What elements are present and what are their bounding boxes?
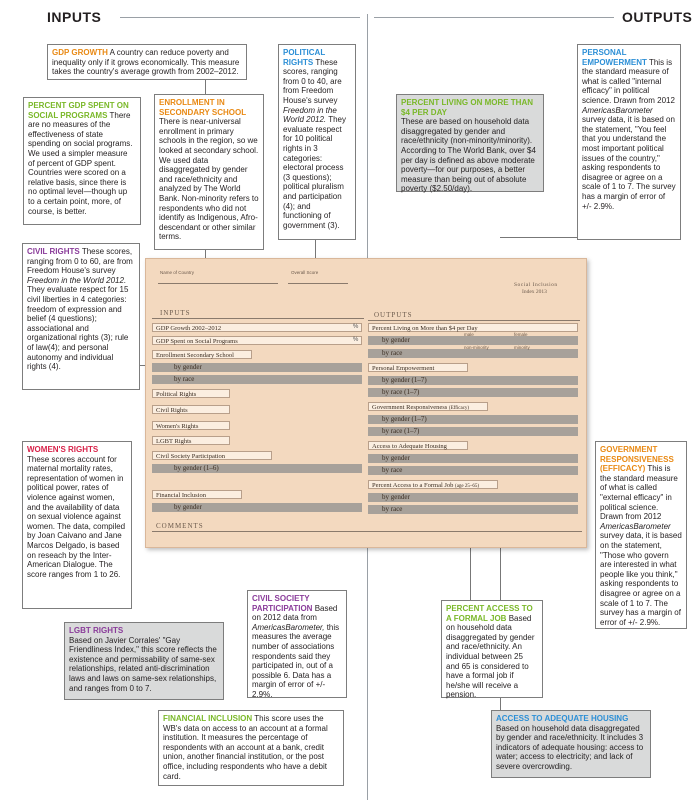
- form-row-formal-job: [368, 480, 498, 489]
- lgbt-rights-title: LGBT RIGHTS: [69, 626, 124, 635]
- form-housing-by-gender: by gender: [382, 454, 410, 462]
- form-row-personal-empowerment: Personal Empowerment: [368, 363, 468, 372]
- form-row-enrollment: Enrollment Secondary School: [152, 350, 252, 359]
- political-rights-title: POLITICAL RIGHTS: [283, 48, 326, 67]
- government-responsiveness-body-italic: AmericasBarometer: [600, 521, 671, 531]
- percent-gdp-social-body: There are no measures of the effectiveness of state spending on social programs. We used a simpler measure of percent of GDP spent. Countries were scored on a relative basis, since there is no optimal level—though up to a certain point, more, of course, is better.: [28, 110, 133, 216]
- form-non-minority-label: non-minority: [464, 345, 489, 350]
- form-row-adequate-housing: Access to Adequate Housing: [368, 441, 468, 450]
- form-row-civil-society: Civil Society Participation: [152, 451, 272, 460]
- living-on-more-title: PERCENT LIVING ON MORE THAN $4 PER DAY: [401, 98, 534, 117]
- form-row-financial-inclusion: Financial Inclusion: [152, 490, 242, 499]
- civil-society-title: CIVIL SOCIETY PARTICIPATION: [252, 594, 313, 613]
- form-outputs-rule: [368, 320, 580, 321]
- form-row-gdp-growth: GDP Growth 2002–2012: [152, 323, 362, 332]
- form-pct-1: %: [353, 324, 359, 330]
- form-row-womens-rights: Women's Rights: [152, 421, 230, 430]
- form-gov-by-gender: by gender (1–7): [382, 415, 427, 423]
- adequate-housing-title: ACCESS TO ADEQUATE HOUSING: [496, 714, 629, 723]
- womens-rights-title: WOMEN'S RIGHTS: [27, 445, 99, 454]
- form-row-lgbt-rights: LGBT Rights: [152, 436, 230, 445]
- gdp-growth-body: A country can reduce poverty and inequality only if it grows economically. This measure takes the country's average growth from 2002–2012.: [52, 48, 240, 77]
- form-comments-label: COMMENTS: [156, 522, 204, 530]
- personal-empowerment-body-a: This is the standard measure of what is called "internal efficacy" in political science. Drawn from 2012: [582, 57, 675, 105]
- form-country-rule: [158, 283, 278, 284]
- government-responsiveness-body-a: This is the standard measure of what is called "external efficacy" in political science. Drawn from 2012: [600, 464, 678, 522]
- lgbt-rights-body: Based on Javier Corrales' "Gay Friendliness Index," this score reflects the existence and permissability of same-sex relationships, related anti-discrimination laws and laws on same-sex relationships, and ranges from 0 to 7.: [69, 635, 217, 693]
- form-name-of-country: Name of Country: [160, 270, 195, 275]
- womens-rights-body: These scores account for maternal mortality rates, representation of women in political power, rates of violence against women, and the availability of data on sexual violence against women. The data, compiled by Joan Caivano and Jane Marcos Delgado, is based on reseach by the Inter-American Dialogue. The score ranges from 1 to 26.: [27, 454, 126, 579]
- political-rights-box: [278, 44, 356, 240]
- form-index-title: Social Inclusion: [514, 282, 558, 288]
- form-civil-society-range: by gender (1–6): [174, 464, 219, 472]
- form-pe-by-race: by race (1–7): [382, 388, 420, 396]
- form-outputs-label: OUTPUTS: [374, 311, 413, 319]
- outputs-header: OUTPUTS: [622, 9, 693, 25]
- form-inputs-label: INPUTS: [160, 309, 191, 317]
- personal-empowerment-body-b: survey data, it is based on the statement, "You feel that you understand the most important political issues of the country," asking respondents to disagree or agree on a scale of 1 to 7. The survey has a margin of error of +/- 2.9%.: [582, 115, 676, 211]
- enrollment-title: ENROLLMENT IN SECONDARY SCHOOL: [159, 98, 247, 117]
- financial-inclusion-title: FINANCIAL INCLUSION: [163, 714, 253, 723]
- political-rights-body-a: These scores, ranging from 0 to 40, are from Freedom House's survey: [283, 57, 342, 105]
- financial-inclusion-body: This score uses the WB's data on access to an account at a formal institution. It measures the percentage of respondents with an account at a bank, credit union, another financial institution, or the post office, including respondents who have a debit card.: [163, 714, 328, 781]
- percent-gdp-social-title: PERCENT GDP SPENT ON SOCIAL PROGRAMS: [28, 101, 129, 120]
- form-female-label: female: [514, 332, 528, 337]
- percent-gdp-social-box: [23, 97, 141, 225]
- inputs-header: INPUTS: [47, 9, 102, 25]
- enrollment-box: [154, 94, 264, 250]
- civil-society-body-b: this measures the average number of associations respondents said they participated in, out of a possible 6. Data has a margin of error of +/- 2.9%.: [252, 622, 340, 699]
- form-living-by-gender: by gender: [382, 336, 410, 344]
- form-pct-2: %: [353, 337, 359, 343]
- civil-society-body-italic: AmericasBarometer,: [252, 622, 325, 632]
- government-responsiveness-title: GOVERNMENT RESPONSIVENESS (EFFICACY): [600, 445, 674, 474]
- form-gov-by-race: by race (1–7): [382, 427, 420, 435]
- civil-rights-body-a: These scores, ranging from 0 to 60, are from Freedom House's survey: [27, 247, 133, 276]
- living-on-more-body: These are based on household data disaggregated by gender and race/ethnicity (non-minority/minority). According to The World Bank, over $4 per day is defined as above moderate poverty—for our purposes, a better measure than being out of absolute poverty ($2.50/day).: [401, 117, 536, 194]
- form-living-by-race: by race: [382, 349, 403, 357]
- connector-personal: [500, 237, 580, 238]
- financial-inclusion-box: [158, 710, 344, 786]
- civil-rights-body-b: They evaluate respect for 15 civil liberties in 4 categories: freedom of expression and belief (4 questions); associational and organizational rights (3); rule of law(4); and personal autonomy and individual rights (4).: [27, 285, 129, 372]
- adequate-housing-box: [491, 710, 651, 778]
- civil-society-body-a: Based on 2012 data from: [252, 603, 338, 623]
- form-enrollment-by-race: by race: [174, 375, 195, 383]
- formal-job-box: [441, 600, 543, 698]
- gdp-growth-box: [47, 44, 247, 80]
- form-government-label: Government Responsiveness: [372, 404, 448, 411]
- personal-empowerment-body-italic: AmericasBarometer: [582, 105, 653, 115]
- form-housing-by-race: by race: [382, 466, 403, 474]
- womens-rights-box: [22, 441, 132, 609]
- political-rights-body-b: They evaluate respect for 10 political rights in 3 categories: electoral process (3 questions); political pluralism and participation (4); and functioning of government (3).: [283, 115, 347, 230]
- form-efficacy-label: (Efficacy): [448, 406, 470, 411]
- government-responsiveness-body-b: survey data, it is based on the statement, "Those who govern are interested in what people like you think," asking respondents to disagree or agree on a scale of 1 to 7. The survey has a margin of error of +/- 2.9%.: [600, 531, 682, 627]
- form-male-label: male: [464, 332, 474, 337]
- political-rights-body-italic: Freedom in the World 2012.: [283, 105, 337, 125]
- form-index-year: Index 2013: [522, 289, 547, 295]
- lgbt-rights-box: [64, 622, 224, 700]
- form-row-living-more: Percent Living on More than $4 per Day: [368, 323, 578, 332]
- form-enrollment-by-gender: by gender: [174, 363, 202, 371]
- form-overall-score: Overall Score: [291, 270, 319, 275]
- form-minority-label: minority: [514, 345, 530, 350]
- inputs-header-rule: [120, 17, 360, 18]
- form-inputs-rule: [152, 318, 364, 319]
- enrollment-body: There is near-universal enrollment in primary schools in the region, so we looked at secondary school. We used data disaggregated by gender and race/ethnicity and analyzed by The World Bank. Non-minority refers to respondents who did not identify as Indigenous, Afro-descendant or other similar terms.: [159, 117, 259, 242]
- form-comments-rule: [152, 531, 582, 532]
- formal-job-body: Based on household data disaggregated by gender and race/ethnicity. An individual between 25 and 65 is considered to have a formal job if he/she will receive a pension.: [446, 613, 535, 700]
- civil-rights-body-italic: Freedom in the World 2012.: [27, 275, 127, 285]
- civil-rights-box: [22, 243, 140, 390]
- form-row-political-rights: Political Rights: [152, 389, 230, 398]
- form-row-government-responsiveness: [368, 402, 488, 411]
- form-row-civil-rights: Civil Rights: [152, 405, 230, 414]
- personal-empowerment-title: PERSONAL EMPOWERMENT: [582, 48, 647, 67]
- form-row-gdp-social: GDP Spent on Social Programs: [152, 336, 362, 345]
- outputs-header-rule: [374, 17, 614, 18]
- form-formal-job-age: (age 25–65): [455, 484, 480, 489]
- living-on-more-box: [396, 94, 544, 192]
- form-job-by-race: by race: [382, 505, 403, 513]
- civil-society-box: [247, 590, 347, 698]
- formal-job-title: PERCENT ACCESS TO A FORMAL JOB: [446, 604, 533, 623]
- form-formal-job-label: Percent Access to a Formal Job: [372, 482, 454, 489]
- adequate-housing-body: Based on household data disaggregated by gender and race/ethnicity. It includes 3 indicators of adequate housing: access to water; access to electricity; and lack of severe overcrowding.: [496, 723, 644, 771]
- personal-empowerment-box: [577, 44, 681, 240]
- form-financial-by-gender: by gender: [174, 503, 202, 511]
- social-inclusion-form: [145, 258, 587, 548]
- form-job-by-gender: by gender: [382, 493, 410, 501]
- form-score-rule: [288, 283, 348, 284]
- form-pe-by-gender: by gender (1–7): [382, 376, 427, 384]
- government-responsiveness-box: [595, 441, 687, 629]
- gdp-growth-title: GDP GROWTH: [52, 48, 108, 57]
- civil-rights-title: CIVIL RIGHTS: [27, 247, 80, 256]
